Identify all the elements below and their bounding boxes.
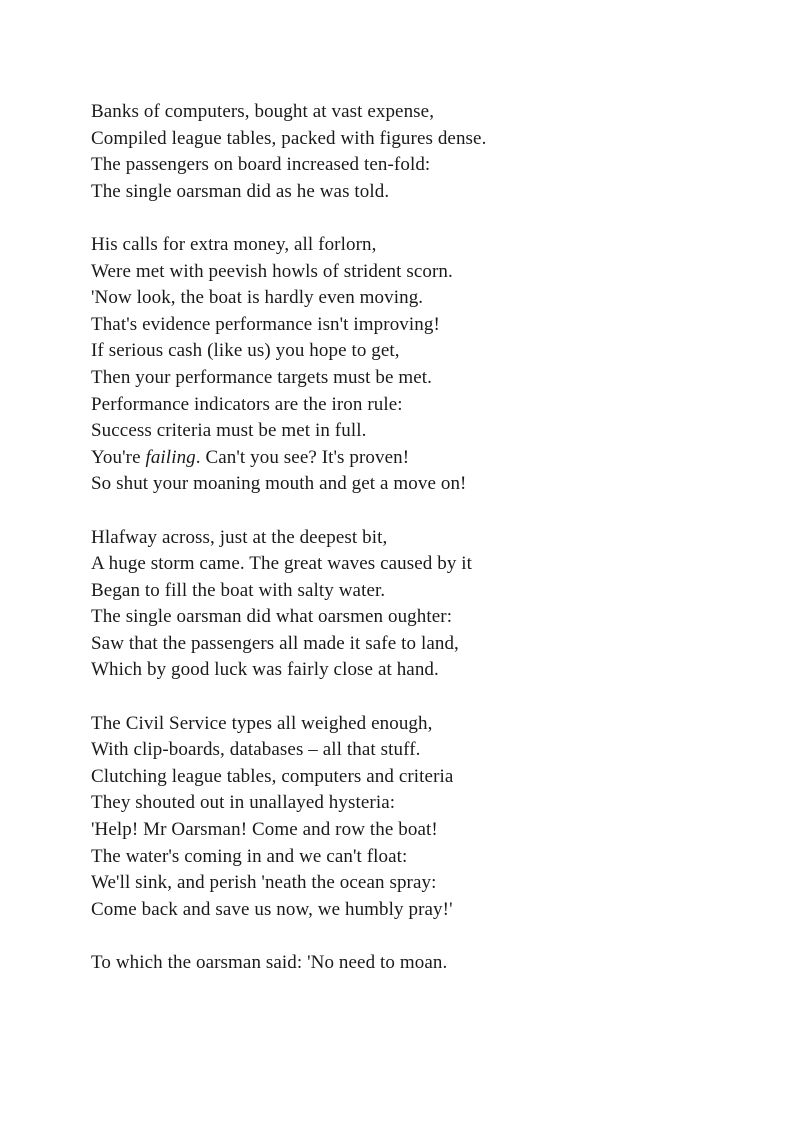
poem-line: Began to fill the boat with salty water. — [91, 579, 386, 601]
stanza — [91, 99, 771, 205]
poem-line: A huge storm came. The great waves caused by it — [91, 553, 473, 575]
poem-line: 'Now look, the boat is hardly even moving. — [91, 287, 424, 309]
poem-line: We'll sink, and perish 'neath the ocean spray: — [91, 872, 437, 894]
poem-line: Banks of computers, bought at vast expense, — [91, 101, 435, 122]
poem-line: The Civil Service types all weighed enough, — [91, 712, 433, 734]
poem-line: The passengers on board increased ten-fold: — [91, 154, 431, 176]
poem-line: The single oarsman did as he was told. — [91, 180, 390, 202]
poem-line: The single oarsman did what oarsmen oughter: — [91, 606, 453, 628]
poem-line: Were met with peevish howls of strident scorn. — [91, 260, 453, 282]
poem-line: His calls for extra money, all forlorn, — [91, 233, 377, 255]
poem-line: Which by good luck was fairly close at hand. — [91, 659, 439, 681]
poem-line: Then your performance targets must be met. — [91, 366, 432, 388]
poem-line: To which the oarsman said: 'No need to moan. — [91, 952, 448, 973]
poem-line: The water's coming in and we can't float: — [91, 845, 408, 867]
stanza-gap — [91, 498, 771, 525]
poem — [91, 99, 771, 977]
poem-line: Performance indicators are the iron rule: — [91, 393, 403, 415]
poem-line: Clutching league tables, computers and criteria — [91, 765, 454, 787]
stanza — [91, 711, 771, 924]
poem-line: Saw that the passengers all made it safe to land, — [91, 632, 459, 654]
stanza-gap — [91, 205, 771, 232]
line-text: You're — [91, 446, 146, 468]
poem-line: If serious cash (like us) you hope to get, — [91, 340, 400, 362]
poem-line: They shouted out in unallayed hysteria: — [91, 792, 396, 814]
poem-line: That's evidence performance isn't improving! — [91, 313, 440, 335]
poem-line: Success criteria must be met in full. — [91, 420, 367, 442]
poem-line: Compiled league tables, packed with figures dense. — [91, 127, 487, 149]
poem-line: Come back and save us now, we humbly pray!' — [91, 898, 453, 920]
poem-line: So shut your moaning mouth and get a move on! — [91, 473, 467, 495]
stanza — [91, 525, 771, 685]
stanza-gap — [91, 684, 771, 711]
poem-line: Hlafway across, just at the deepest bit, — [91, 526, 388, 548]
poem-line: With clip-boards, databases – all that stuff. — [91, 739, 421, 761]
stanza — [91, 232, 771, 498]
stanza-gap — [91, 923, 771, 950]
italic-word: failing — [145, 446, 196, 468]
line-text: . Can't you see? It's proven! — [195, 446, 410, 468]
stanza — [91, 950, 771, 977]
poem-line — [91, 445, 771, 472]
poem-line: 'Help! Mr Oarsman! Come and row the boat! — [91, 819, 438, 841]
